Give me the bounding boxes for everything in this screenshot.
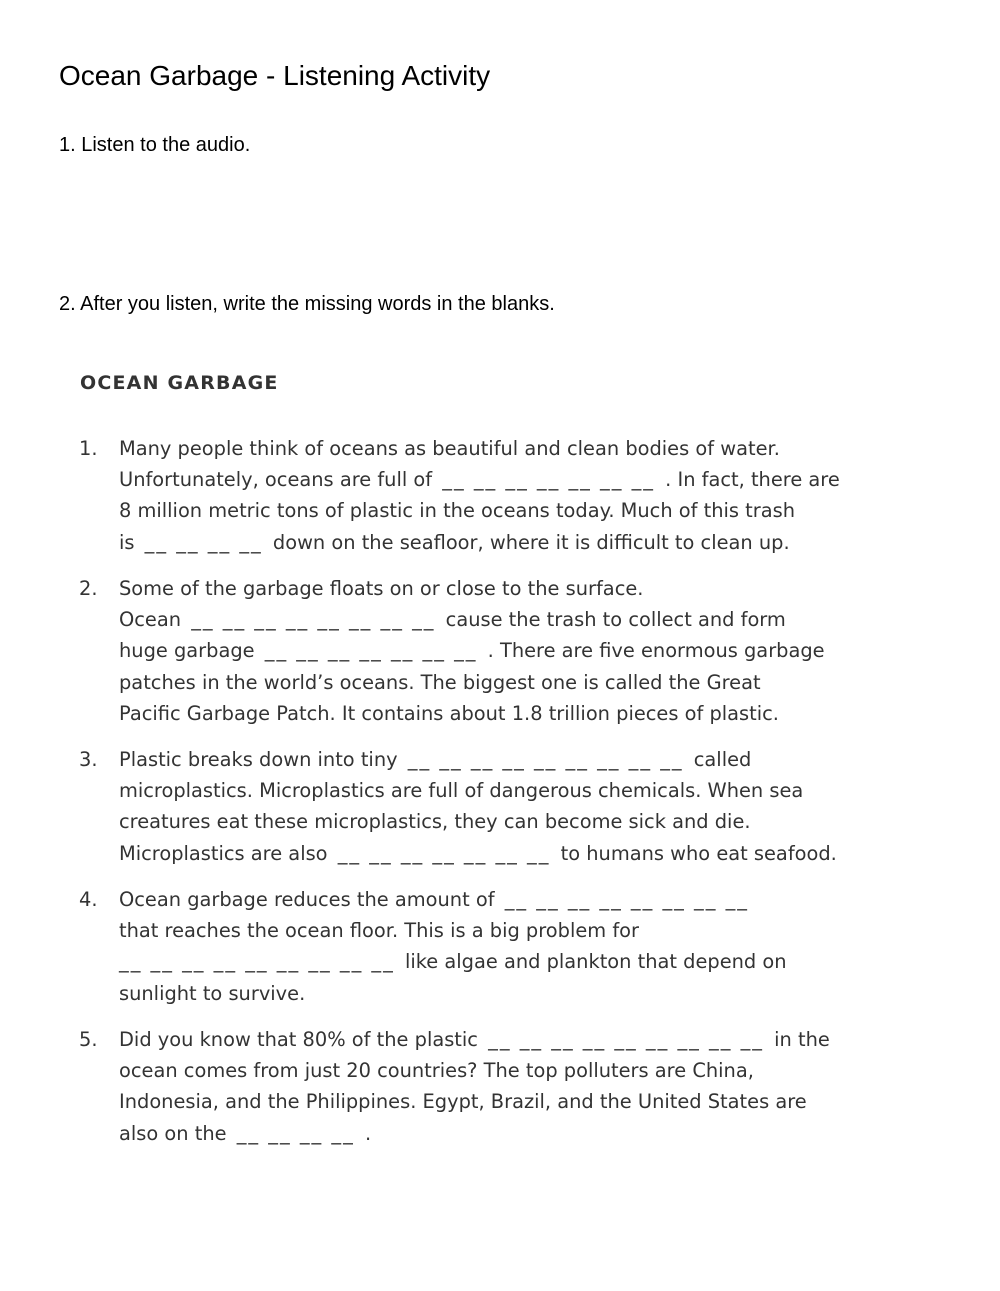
item-number: 2. (79, 577, 98, 600)
item-text: called (693, 748, 752, 771)
item-text: is (119, 530, 135, 554)
item-line: Indonesia, and the Philippines. Egypt, Brazil, and the United States are (119, 1090, 807, 1114)
item-line (119, 635, 879, 666)
item-line (119, 946, 879, 977)
item-number: 4. (79, 888, 98, 911)
item-text: in the (774, 1028, 830, 1051)
item-text: . In fact, there are (665, 468, 840, 492)
worksheet-heading: OCEAN GARBAGE (80, 372, 279, 394)
item-text: cause the trash to collect and form (445, 608, 786, 632)
answer-blank[interactable]: __ __ __ __ __ __ __ (337, 841, 551, 865)
item-line (119, 744, 879, 775)
answer-blank[interactable]: __ __ __ __ __ __ __ __ __ (488, 1028, 764, 1051)
item-number: 1. (79, 437, 98, 460)
item-line: sunlight to survive. (119, 981, 306, 1005)
answer-blank[interactable]: __ __ __ __ __ __ __ __ (191, 608, 436, 632)
item-line: ocean comes from just 20 countries? The top polluters are China, (119, 1059, 754, 1083)
answer-blank[interactable]: __ __ __ __ __ __ __ (264, 639, 478, 663)
item-text: huge garbage (119, 639, 255, 663)
answer-blank[interactable]: __ __ __ __ __ __ __ __ __ (407, 748, 684, 771)
item-line (119, 604, 879, 635)
answer-blank[interactable]: __ __ __ __ __ __ __ (442, 468, 655, 492)
instruction-fill-blanks: 2. After you listen, write the missing words in the blanks. (59, 293, 555, 315)
item-text: Ocean garbage reduces the amount of (119, 888, 495, 911)
item-line (119, 884, 879, 915)
answer-blank[interactable]: __ __ __ __ (236, 1121, 355, 1145)
item-text: Plastic breaks down into tiny (119, 748, 398, 771)
item-text: down on the seafloor, where it is difficult to clean up. (272, 530, 790, 554)
item-text: like algae and plankton that depend on (405, 950, 787, 974)
item-number: 5. (79, 1028, 98, 1051)
answer-blank[interactable]: __ __ __ __ __ __ __ __ __ (119, 950, 395, 974)
item-text: . There are five enormous garbage (487, 639, 825, 663)
item-number: 3. (79, 748, 98, 771)
answer-blank[interactable]: __ __ __ __ (144, 530, 263, 554)
item-line (119, 1024, 879, 1055)
answer-blank[interactable]: __ __ __ __ __ __ __ __ (504, 888, 749, 911)
item-text: Unfortunately, oceans are full of (119, 468, 433, 492)
item-text: Ocean (119, 608, 182, 632)
item-line: Pacific Garbage Patch. It contains about 1.8 trillion pieces of plastic. (119, 701, 779, 725)
document-title: Ocean Garbage - Listening Activity (59, 60, 491, 91)
item-line: patches in the world’s oceans. The biggest one is called the Great (119, 670, 761, 694)
item-line: Some of the garbage floats on or close to the surface. (119, 577, 644, 600)
item-line (119, 1118, 879, 1149)
item-line: creatures eat these microplastics, they can become sick and die. (119, 810, 751, 834)
item-line: microplastics. Microplastics are full of dangerous chemicals. When sea (119, 779, 804, 803)
item-text: Did you know that 80% of the plastic (119, 1028, 478, 1051)
item-text: Microplastics are also (119, 841, 328, 865)
item-line: 8 million metric tons of plastic in the oceans today. Much of this trash (119, 499, 796, 523)
item-text: . (364, 1121, 372, 1145)
item-line (119, 838, 879, 869)
item-line (119, 464, 879, 495)
item-text: to humans who eat seafood. (560, 841, 837, 865)
item-line (119, 527, 879, 558)
item-line: that reaches the ocean floor. This is a big problem for (119, 919, 639, 943)
item-line: Many people think of oceans as beautiful and clean bodies of water. (119, 437, 780, 460)
item-text: also on the (119, 1121, 227, 1145)
instruction-listen: 1. Listen to the audio. (59, 134, 251, 156)
